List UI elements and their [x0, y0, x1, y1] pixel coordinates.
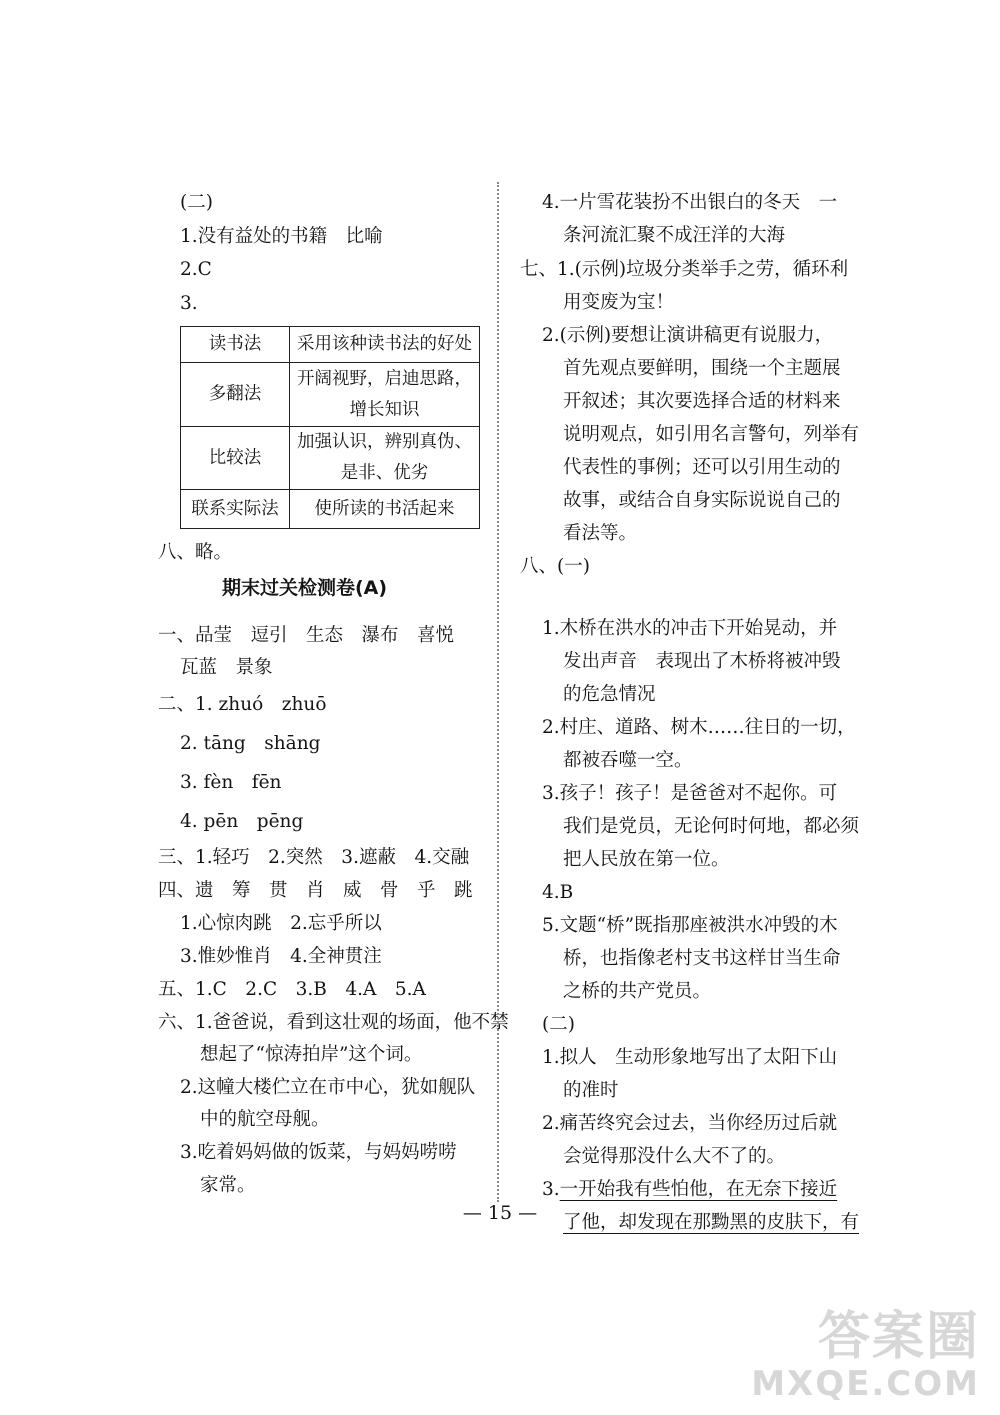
answer-line: 故事，或结合自身实际说说自己的 [563, 490, 841, 511]
answer-line: 开叙述；其次要选择合适的材料来 [563, 391, 841, 412]
underlined-text: 了他，却发现在那黝黑的皮肤下，有 [563, 1212, 860, 1233]
answer-line: 1.木桥在洪水的冲击下开始晃动，并 [542, 618, 838, 639]
answer-line: 发出声音 表现出了木桥将被冲毁 [563, 651, 841, 672]
answer-line: 2.C [180, 259, 212, 280]
table-cell-method: 比较法 [181, 427, 290, 490]
answer-line: 条河流汇聚不成汪洋的大海 [563, 225, 786, 246]
benefit-line: 是非、优劣 [340, 463, 429, 483]
answer-line: 用变废为宝！ [563, 292, 675, 313]
answer-line: 1.没有益处的书籍 比喻 [180, 226, 383, 247]
answer-line: 1.心惊肉跳 2.忘乎所以 [180, 913, 382, 934]
benefit-line: 开阔视野，启迪思路， [297, 368, 472, 389]
answer-line: 3. fèn fēn [180, 772, 282, 793]
watermark-logo [751, 1309, 980, 1403]
answer-line: 2. tāng shāng [180, 733, 321, 754]
benefit-line: 加强认识，辨别真伪、 [297, 432, 472, 452]
answer-line: 看法等。 [563, 523, 638, 544]
answer-line [542, 1178, 837, 1202]
answer-line: 想起了“惊涛拍岸”这个词。 [200, 1044, 423, 1065]
answer-line: 家常。 [200, 1175, 256, 1196]
answer-line: 2.痛苦终究会过去，当你经历过后就 [542, 1113, 838, 1134]
answer-line: 二、1. zhuó zhuō [158, 694, 327, 715]
page-number: — 15 — [462, 1202, 538, 1224]
table-cell-benefit [290, 427, 480, 490]
table-cell-method: 多翻法 [181, 363, 290, 427]
answer-line: 的准时 [563, 1080, 619, 1101]
answer-line: 会觉得那没什么大不了的。 [563, 1146, 786, 1167]
answer-line: 2.(示例)要想让演讲稿更有说服力， [542, 325, 834, 346]
answer-line: 1.拟人 生动形象地写出了太阳下山 [542, 1047, 838, 1068]
subsection-heading: (二) [180, 192, 213, 213]
answer-line: 中的航空母舰。 [200, 1109, 330, 1130]
underlined-text: 一开始我有些怕他，在无奈下接近 [559, 1179, 838, 1200]
answer-line: 的危急情况 [563, 684, 656, 705]
answer-line: 首先观点要鲜明，围绕一个主题展 [563, 358, 841, 379]
table-header-cell: 采用该种读书法的好处 [290, 327, 480, 363]
section-title: 期末过关检测卷(A) [222, 577, 388, 599]
benefit-line: 增长知识 [349, 399, 420, 420]
answer-line: 4.一片雪花装扮不出银白的冬天 一 [542, 192, 838, 213]
answer-line: 5.文题“桥”既指那座被洪水冲毁的木 [542, 915, 838, 936]
answer-number: 3. [542, 1179, 560, 1200]
answer-line: 把人民放在第一位。 [563, 849, 730, 870]
answer-line: 之桥的共产党员。 [563, 981, 712, 1002]
answer-line: 4.B [542, 882, 574, 903]
answer-line: 说明观点，如引用名言警句，列举有 [563, 424, 860, 445]
subsection-heading: (二) [542, 1014, 575, 1035]
answer-line: 3.孩子！孩子！是爸爸对不起你。可 [542, 783, 838, 804]
answer-line: 3.惟妙惟肖 4.全神贯注 [180, 946, 382, 967]
answer-line: 一、品莹 逗引 生态 瀑布 喜悦 [158, 625, 455, 646]
answer-line: 都被吞噬一空。 [563, 750, 693, 771]
answer-line: 六、1.爸爸说，看到这壮观的场面，他不禁 [158, 1012, 509, 1033]
answer-line: 八、(一) [520, 556, 590, 577]
answer-line: 2.村庄、道路、树木……往日的一切， [542, 717, 856, 738]
answer-line: 五、1.C 2.C 3.B 4.A 5.A [158, 979, 426, 1000]
watermark-url: MXQE.COM [751, 1364, 980, 1404]
answer-line: 代表性的事例；还可以引用生动的 [563, 457, 841, 478]
table-cell-method: 联系实际法 [181, 490, 290, 529]
answer-line: 2.这幢大楼伫立在市中心，犹如舰队 [180, 1077, 476, 1098]
column-divider [497, 182, 499, 1202]
watermark-text: 答案圈 [817, 1307, 980, 1367]
table-cell-benefit [290, 363, 480, 427]
table-header-cell: 读书法 [181, 327, 290, 363]
table-cell-benefit: 使所读的书活起来 [290, 490, 480, 529]
answer-line: 4. pēn pēng [180, 811, 304, 832]
answer-line: 八、略。 [158, 542, 233, 563]
answer-line: 三、1.轻巧 2.突然 3.遮蔽 4.交融 [158, 847, 470, 868]
reading-methods-table [180, 326, 480, 529]
answer-line: 四、遗 筹 贯 肖 威 骨 乎 跳 [158, 880, 473, 901]
answer-line: 瓦蓝 景象 [180, 657, 273, 678]
answer-line: 七、1.(示例)垃圾分类举手之劳，循环利 [520, 259, 849, 280]
answer-line: 3. [180, 293, 198, 314]
answer-line: 我们是党员，无论何时何地，都必须 [563, 816, 860, 837]
answer-line: 桥，也指像老村支书这样甘当生命 [563, 948, 841, 969]
answer-line: 3.吃着妈妈做的饭菜，与妈妈唠唠 [180, 1142, 457, 1163]
